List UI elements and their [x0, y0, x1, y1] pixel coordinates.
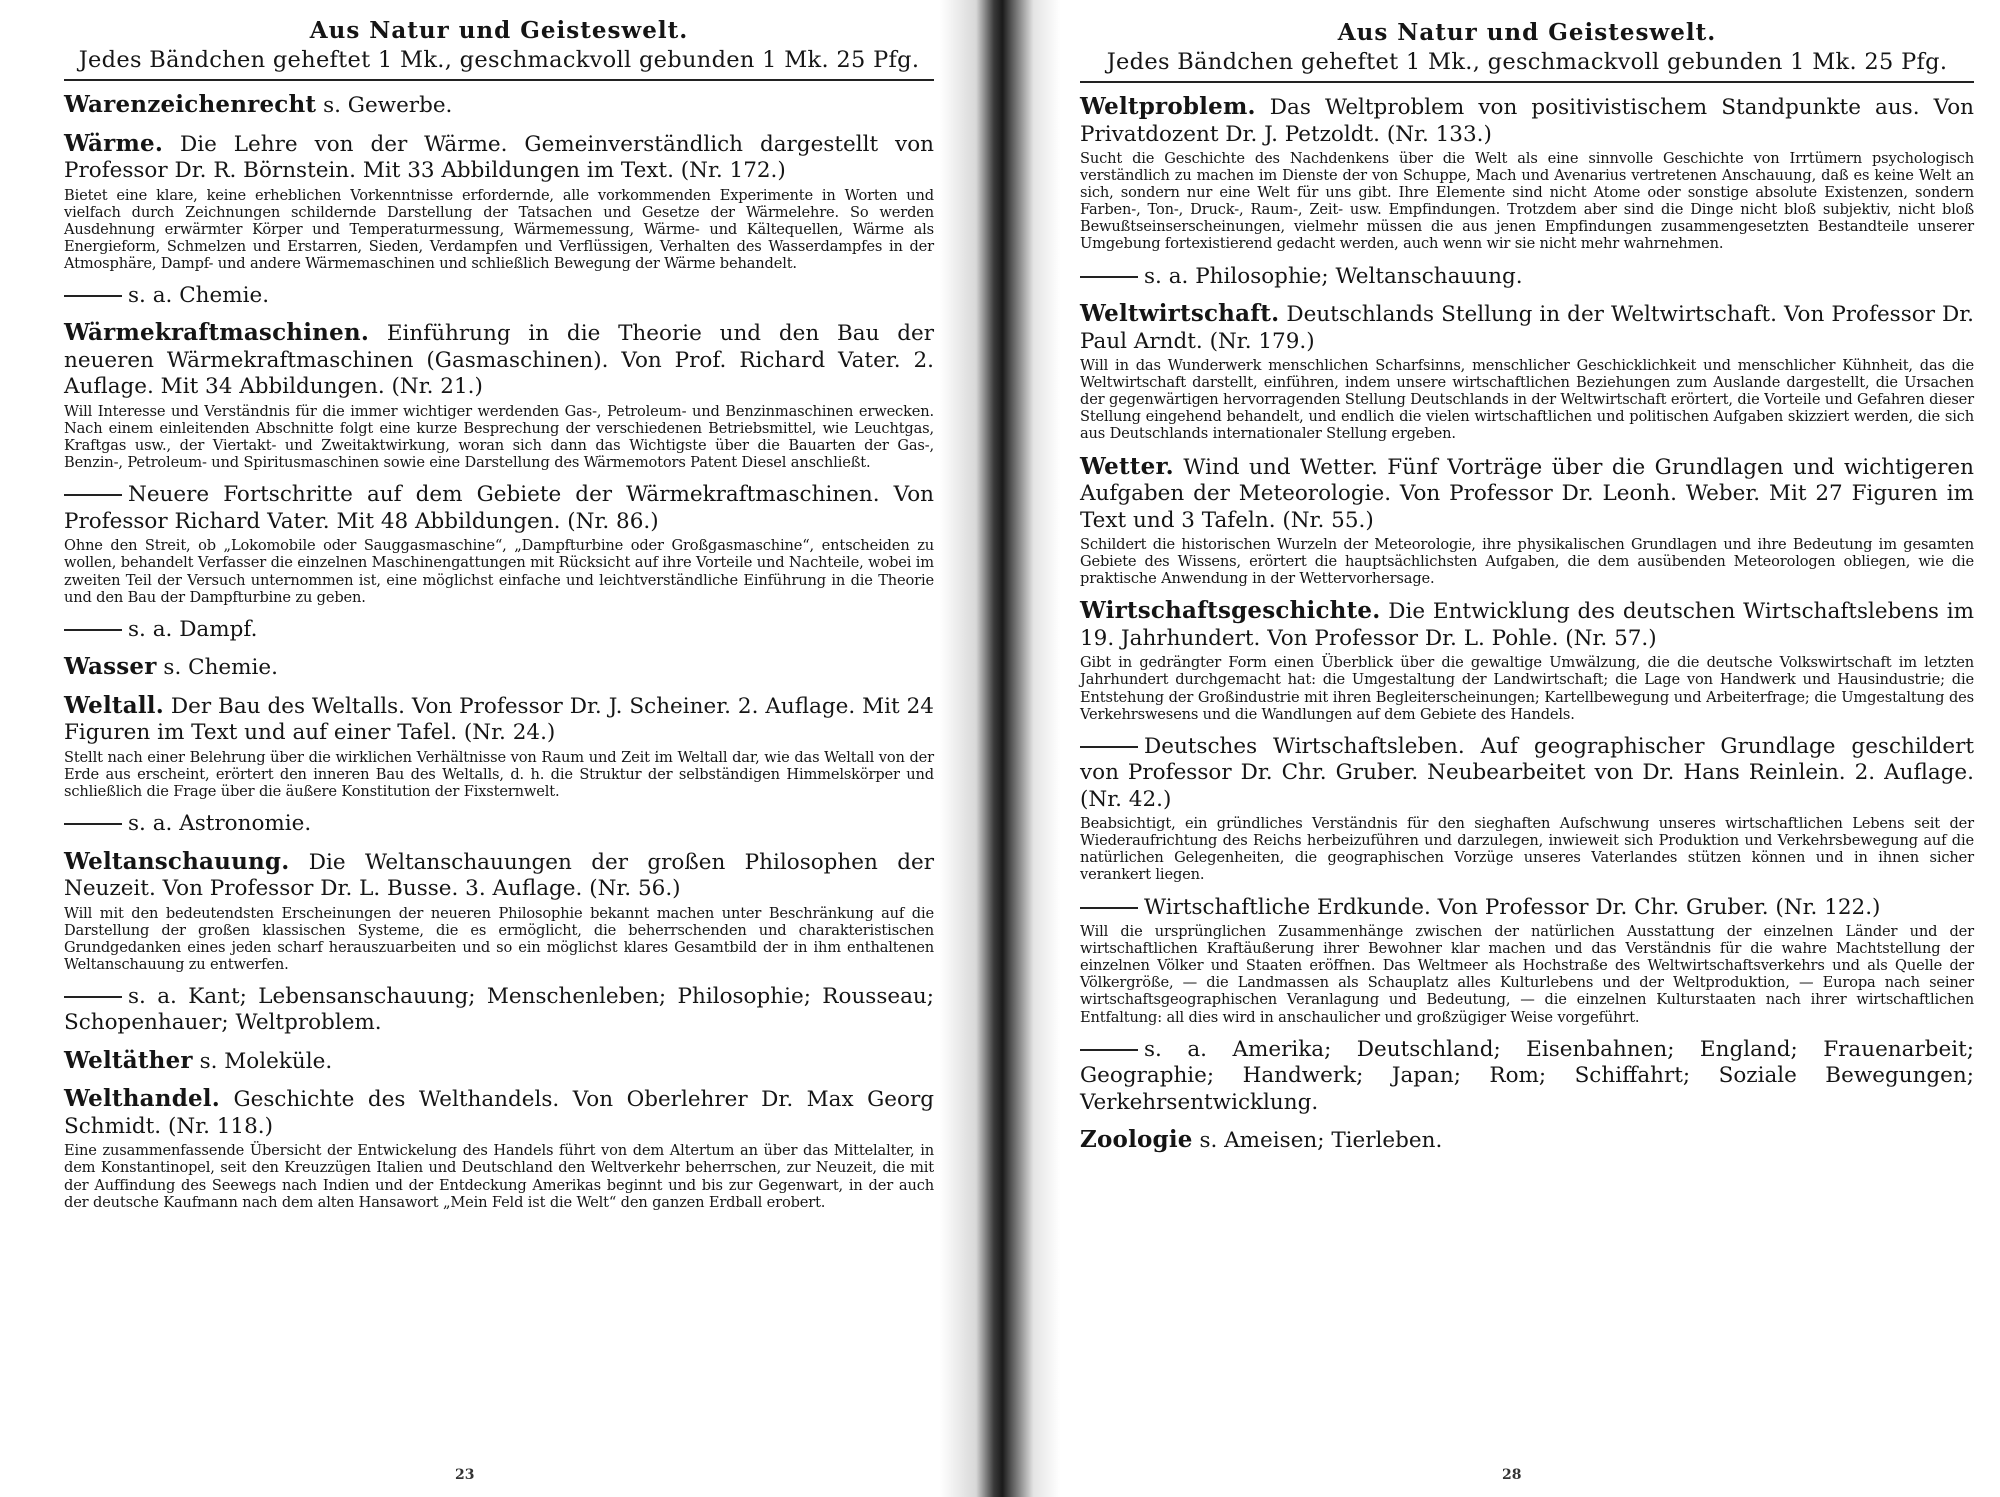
- catalog-entry: [64, 320, 934, 471]
- entry-keyword: Wetter.: [1080, 452, 1174, 480]
- entry-title-text: Die Entwicklung des deutschen Wirtschaftslebens im 19. Jahrhundert. Von Professor Dr. L. Pohle. (Nr. 57.): [1080, 599, 1974, 651]
- catalog-entry: [1080, 301, 1974, 442]
- entry-heading: [64, 984, 934, 1037]
- entry-description: Bietet eine klare, keine erheblichen Vorkenntnisse erfordernde, alle vorkommenden Experimente in Worten und vielfach durch Zeichnungen schildernde Darstellung der Tatsachen und Gesetze der Wärmelehre. So werden Ausdehnung erwärmter Körper und Temperaturmessung, Wärmemessung, Wärme- und Kältequellen, Wärme als Energieform, Schmelzen und Erstarren, Sieden, Verdampfen und Verflüssigen, Verhalten des Wasserdampfes in der Atmosphäre, Dampf- und andere Wärmemaschinen und schließlich Bewegung der Wärme behandelt.: [64, 186, 934, 272]
- entry-title-text: s. Chemie.: [156, 655, 278, 681]
- entry-heading: [64, 1086, 934, 1140]
- ditto-dash: [1080, 1049, 1138, 1051]
- entry-description: Stellt nach einer Belehrung über die wirklichen Verhältnisse von Raum und Zeit im Weltall dar, wie das Weltall von der Erde aus erscheint, erörtert den inneren Bau des Weltalls, d. h. die Struktur der selbständigen Himmelskörper und schließlich die Frage über die äußere Konstitution der Fixsternwelt.: [64, 748, 934, 800]
- entry-title-text: Neuere Fortschritte auf dem Gebiete der Wärmekraftmaschinen. Von Professor Richard Vater. Mit 48 Abbildungen. (Nr. 86.): [64, 482, 934, 534]
- entry-heading: [64, 693, 934, 747]
- entry-heading: [64, 617, 934, 644]
- entry-keyword: Weltwirtschaft.: [1080, 300, 1280, 328]
- catalog-entry: [64, 482, 934, 605]
- catalog-entry: [64, 131, 934, 272]
- entry-heading: [1080, 895, 1974, 922]
- ditto-dash: [64, 996, 122, 998]
- series-title: Aus Natur und Geisteswelt.: [1337, 19, 1717, 46]
- entry-description: Eine zusammenfassende Übersicht der Entwickelung des Handels führt von dem Altertum an über das Mittelalter, in dem Konstantinopel, seit den Kreuzzügen Italien und Deutschland den Weltverkehr beherrschen, zur Neuzeit, die mit der Auffindung des Seewegs nach Indien und der Entdeckung Amerikas beginnt und bis zur Gegenwart, in der auch der deutsche Kaufmann nach dem alten Hansawort „Mein Feld ist die Welt“ den ganzen Erdball erobert.: [64, 1142, 934, 1211]
- catalog-entry: [64, 283, 934, 310]
- entry-list: [64, 92, 934, 1211]
- page-number: 23: [455, 1467, 475, 1483]
- ditto-dash: [64, 494, 122, 496]
- catalog-entry: [1080, 598, 1974, 722]
- entry-list: [1080, 94, 1974, 1155]
- entry-description: Will mit den bedeutendsten Erscheinungen der neueren Philosophie bekannt machen unter Beschränkung auf die Darstellung der großen klassischen Systeme, die es ermöglicht, die beherrschenden und charakteristischen Grundgedanken eines jeden scharf herauszuarbeiten und so ein möglichst klares Gesamtbild der in ihm enthaltenen Weltanschauung zu entwerfen.: [64, 904, 934, 973]
- catalog-entry: [64, 984, 934, 1037]
- entry-title-text: Die Weltanschauungen der großen Philosophen der Neuzeit. Von Professor Dr. L. Busse. 3. Auflage. (Nr. 56.): [64, 849, 934, 901]
- entry-title-text: s. a. Philosophie; Weltanschauung.: [1144, 263, 1523, 289]
- entry-title-text: s. a. Astronomie.: [128, 811, 312, 836]
- catalog-entry: [64, 811, 934, 838]
- entry-keyword: Wasser: [64, 653, 157, 681]
- entry-description: Will Interesse und Verständnis für die immer wichtiger werdenden Gas-, Petroleum- und Benzinmaschinen erwecken. Nach einem einleitenden Abschnitte folgt eine kurze Besprechung der verschiedenen Betriebsmittel, wie Leuchtgas, Kraftgas usw., der Viertakt- und Zweitaktwirkung, woran sich dann das Wichtigste über die Bauarten der Gas-, Benzin-, Petroleum- und Spiritusmaschinen sowie eine Darstellung des Wärmemotors Patent Diesel anschließt.: [64, 402, 934, 472]
- entry-heading: [1080, 1037, 1974, 1117]
- entry-description: Gibt in gedrängter Form einen Überblick über die gewaltige Umwälzung, die die deutsche Volkswirtschaft im letzten Jahrhundert durchgemacht hat: die Umgestaltung der Landwirtschaft; die Lage von Handwerk und Hausindustrie; die Entstehung der Großindustrie mit ihren Begleiterscheinungen; Kartellbewegung und Arbeiterfrage; die Umgestaltung des Verkehrswesens und die Wandlungen auf dem Gebiete des Handels.: [1080, 654, 1974, 723]
- entry-keyword: Weltanschauung.: [64, 847, 290, 875]
- price-line: Jedes Bändchen geheftet 1 Mk., geschmackvoll gebunden 1 Mk. 25 Pfg.: [1080, 47, 1974, 83]
- catalog-entry: [64, 849, 934, 973]
- catalog-entry: [64, 693, 934, 800]
- entry-description: Ohne den Streit, ob „Lokomobile oder Sauggasmaschine“, „Dampfturbine oder Großgasmaschine“, entscheiden zu wollen, behandelt Verfasser die einzelnen Maschinengattungen mit Rücksicht auf ihre Vorteile und Nachteile, wobei im zweiten Teil der Versuch unternommen ist, eine möglichst einfache und leichtverständliche Einführung in die Theorie und den Bau der Dampfturbine zu geben.: [64, 537, 934, 606]
- catalog-entry: [1080, 264, 1974, 291]
- catalog-entry: [1080, 1037, 1974, 1117]
- entry-title-text: Wind und Wetter. Fünf Vorträge über die Grundlagen und wichtigeren Aufgaben der Meteorologie. Von Professor Dr. Leonh. Weber. Mit 27 Figuren im Text und 3 Tafeln. (Nr. 55.): [1080, 454, 1974, 533]
- entry-title-text: s. Ameisen; Tierleben.: [1192, 1128, 1443, 1154]
- entry-title-text: Einführung in die Theorie und den Bau der neueren Wärmekraftmaschinen (Gasmaschinen). Von Prof. Richard Vater. 2. Auflage. Mit 34 Abbildungen. (Nr. 21.): [64, 321, 934, 400]
- catalog-entry: [64, 92, 934, 120]
- catalog-entry: [1080, 734, 1974, 884]
- entry-description: Will die ursprünglichen Zusammenhänge zwischen der natürlichen Ausstattung der einzelnen Länder und der wirtschaftlichen Kraftäußerung ihrer Bewohner klar machen und das Verständnis für die wahre Machtstellung der einzelnen Völker und Staaten eröffnen. Das Weltmeer als Hochstraße des Weltwirtschaftsverkehrs und als Quelle der Völkergröße, — die Landmassen als Schauplatz alles Kulturlebens und der Weltproduktion, — Europa nach seiner wirtschaftsgeographischen Veranlagung und Bedeutung, — die einzelnen Kulturstaaten nach ihrer wirtschaftlichen Entfaltung: all dies wird in anschaulicher und großzügiger Weise vorgeführt.: [1080, 923, 1974, 1026]
- catalog-entry: [1080, 895, 1974, 1026]
- page-number: 28: [1502, 1467, 1522, 1483]
- entry-title-text: Die Lehre von der Wärme. Gemeinverständlich dargestellt von Professor Dr. R. Börnstein. Mit 33 Abbildungen im Text. (Nr. 172.): [64, 131, 934, 183]
- entry-title-text: s. Gewerbe.: [316, 93, 453, 118]
- entry-keyword: Wärme.: [64, 129, 164, 157]
- entry-title-text: s. a. Kant; Lebensanschauung; Menschenleben; Philosophie; Rousseau; Schopenhauer; Weltproblem.: [64, 983, 934, 1036]
- entry-heading: [1080, 598, 1974, 652]
- entry-keyword: Wirtschaftsgeschichte.: [1080, 597, 1381, 625]
- entry-heading: [1080, 264, 1974, 291]
- entry-title-text: Deutsches Wirtschaftsleben. Auf geographischer Grundlage geschildert von Professor Dr. Chr. Gruber. Neubearbeitet von Dr. Hans Reinlein. 2. Auflage. (Nr. 42.): [1080, 733, 1974, 812]
- entry-keyword: Weltäther: [64, 1046, 193, 1074]
- entry-heading: [1080, 1127, 1974, 1155]
- ditto-dash: [64, 823, 122, 825]
- entry-title-text: s. a. Amerika; Deutschland; Eisenbahnen; England; Frauenarbeit; Geographie; Handwerk; Japan; Rom; Schiffahrt; Soziale Bewegungen; Verkehrsentwicklung.: [1080, 1036, 1974, 1115]
- entry-title-text: Deutschlands Stellung in der Weltwirtschaft. Von Professor Dr. Paul Arndt. (Nr. 179.): [1080, 302, 1974, 354]
- ditto-dash: [1080, 746, 1138, 748]
- catalog-entry: [64, 1048, 934, 1076]
- entry-title-text: Wirtschaftliche Erdkunde. Von Professor Dr. Chr. Gruber. (Nr. 122.): [1144, 894, 1881, 920]
- entry-description: Sucht die Geschichte des Nachdenkens über die Welt als eine sinnvolle Geschichte von Irrtümern psychologisch verständlich zu machen im Dienste der von Schuppe, Mach und Avenarius vertretenen Anschauung, daß es keine Welt an sich, sondern nur eine Welt für uns gibt. Ihre Elemente sind nicht Atome oder sonstige absolute Existenzen, sondern Farben-, Ton-, Druck-, Raum-, Zeit- usw. Empfindungen. Trotzdem aber sind die Dinge nicht bloß subjektiv, nicht bloß Bewußtseinserscheinungen, vielmehr müssen die aus jenen Empfindungen zusammengesetzten Bestandteile unserer Umgebung fortexistierend gedacht werden, auch wenn wir sie nicht mehr wahrnehmen.: [1080, 150, 1974, 253]
- catalog-entry: [1080, 94, 1974, 253]
- entry-heading: [64, 1048, 934, 1076]
- price-line: Jedes Bändchen geheftet 1 Mk., geschmackvoll gebunden 1 Mk. 25 Pfg.: [64, 45, 934, 81]
- entry-keyword: Weltproblem.: [1080, 93, 1256, 120]
- entry-title-text: Der Bau des Weltalls. Von Professor Dr. J. Scheiner. 2. Auflage. Mit 24 Figuren im Text und auf einer Tafel. (Nr. 24.): [64, 693, 934, 746]
- ditto-dash: [1080, 276, 1138, 278]
- entry-heading: [1080, 734, 1974, 814]
- entry-title-text: Das Weltproblem von positivistischem Standpunkte aus. Von Privatdozent Dr. J. Petzoldt. (Nr. 133.): [1080, 95, 1974, 147]
- entry-keyword: Weltall.: [64, 691, 164, 719]
- entry-heading: [1080, 94, 1974, 148]
- entry-keyword: Wärmekraftmaschinen.: [64, 319, 370, 347]
- ditto-dash: [1080, 907, 1138, 909]
- left-page: [0, 0, 958, 1497]
- entry-keyword: Warenzeichenrecht: [64, 91, 317, 118]
- entry-description: Will in das Wunderwerk menschlichen Scharfsinns, menschlicher Geschicklichkeit und menschlicher Kühnheit, das die Weltwirtschaft darstellt, einführen, indem unsere wirtschaftlichen Beziehungen zum Auslande dargestellt, die Ursachen der gegenwärtigen hervorragenden Stellung Deutschlands in der Weltwirtschaft erörtert, die Vorteile und Gefahren dieser Stellung eingehend behandelt, und endlich die vielen wirtschaftlichen und politischen Aufgaben skizziert werden, die sich aus Deutschlands internationaler Stellung ergeben.: [1080, 357, 1974, 443]
- entry-title-text: s. Moleküle.: [192, 1048, 333, 1074]
- entry-description: Schildert die historischen Wurzeln der Meteorologie, ihre physikalischen Grundlagen und ihre Bedeutung im gesamten Gebiete des Wissens, erörtert die hauptsächlichsten Aufgaben, die dem ausübenden Meteorologen obliegen, wie die praktische Anwendung in der Wettervorhersage.: [1080, 536, 1974, 588]
- entry-title-text: Geschichte des Welthandels. Von Oberlehrer Dr. Max Georg Schmidt. (Nr. 118.): [64, 1087, 934, 1139]
- catalog-entry: [1080, 454, 1974, 588]
- entry-heading: [64, 320, 934, 401]
- entry-title-text: s. a. Dampf.: [128, 616, 258, 642]
- catalog-entry: [64, 654, 934, 682]
- entry-heading: [64, 482, 934, 535]
- entry-keyword: Welthandel.: [64, 1085, 220, 1113]
- right-page: [1042, 0, 2000, 1497]
- entry-title-text: s. a. Chemie.: [128, 282, 270, 308]
- entry-heading: [64, 131, 934, 185]
- catalog-entry: [64, 1086, 934, 1210]
- entry-heading: [64, 811, 934, 838]
- catalog-entry: [64, 617, 934, 644]
- ditto-dash: [64, 629, 122, 631]
- series-title: Aus Natur und Geisteswelt.: [309, 17, 689, 44]
- entry-description: Beabsichtigt, ein gründliches Verständnis für den sieghaften Aufschwung unseres wirtschaftlichen Lebens seit der Wiederaufrichtung des Reichs herbeizuführen und darzulegen, inwieweit sich Produktion und Verkehrsbewegung auf die natürlichen Gelegenheiten, die geographischen Vorzüge unseres Vaterlandes stützen können und in ihnen sicher verankert liegen.: [1080, 815, 1974, 884]
- entry-heading: [64, 849, 934, 903]
- catalog-entry: [1080, 1127, 1974, 1155]
- entry-heading: [1080, 301, 1974, 355]
- entry-heading: [64, 92, 934, 120]
- ditto-dash: [64, 295, 122, 297]
- entry-heading: [1080, 454, 1974, 535]
- entry-heading: [64, 283, 934, 310]
- entry-heading: [64, 654, 934, 682]
- entry-keyword: Zoologie: [1080, 1126, 1193, 1154]
